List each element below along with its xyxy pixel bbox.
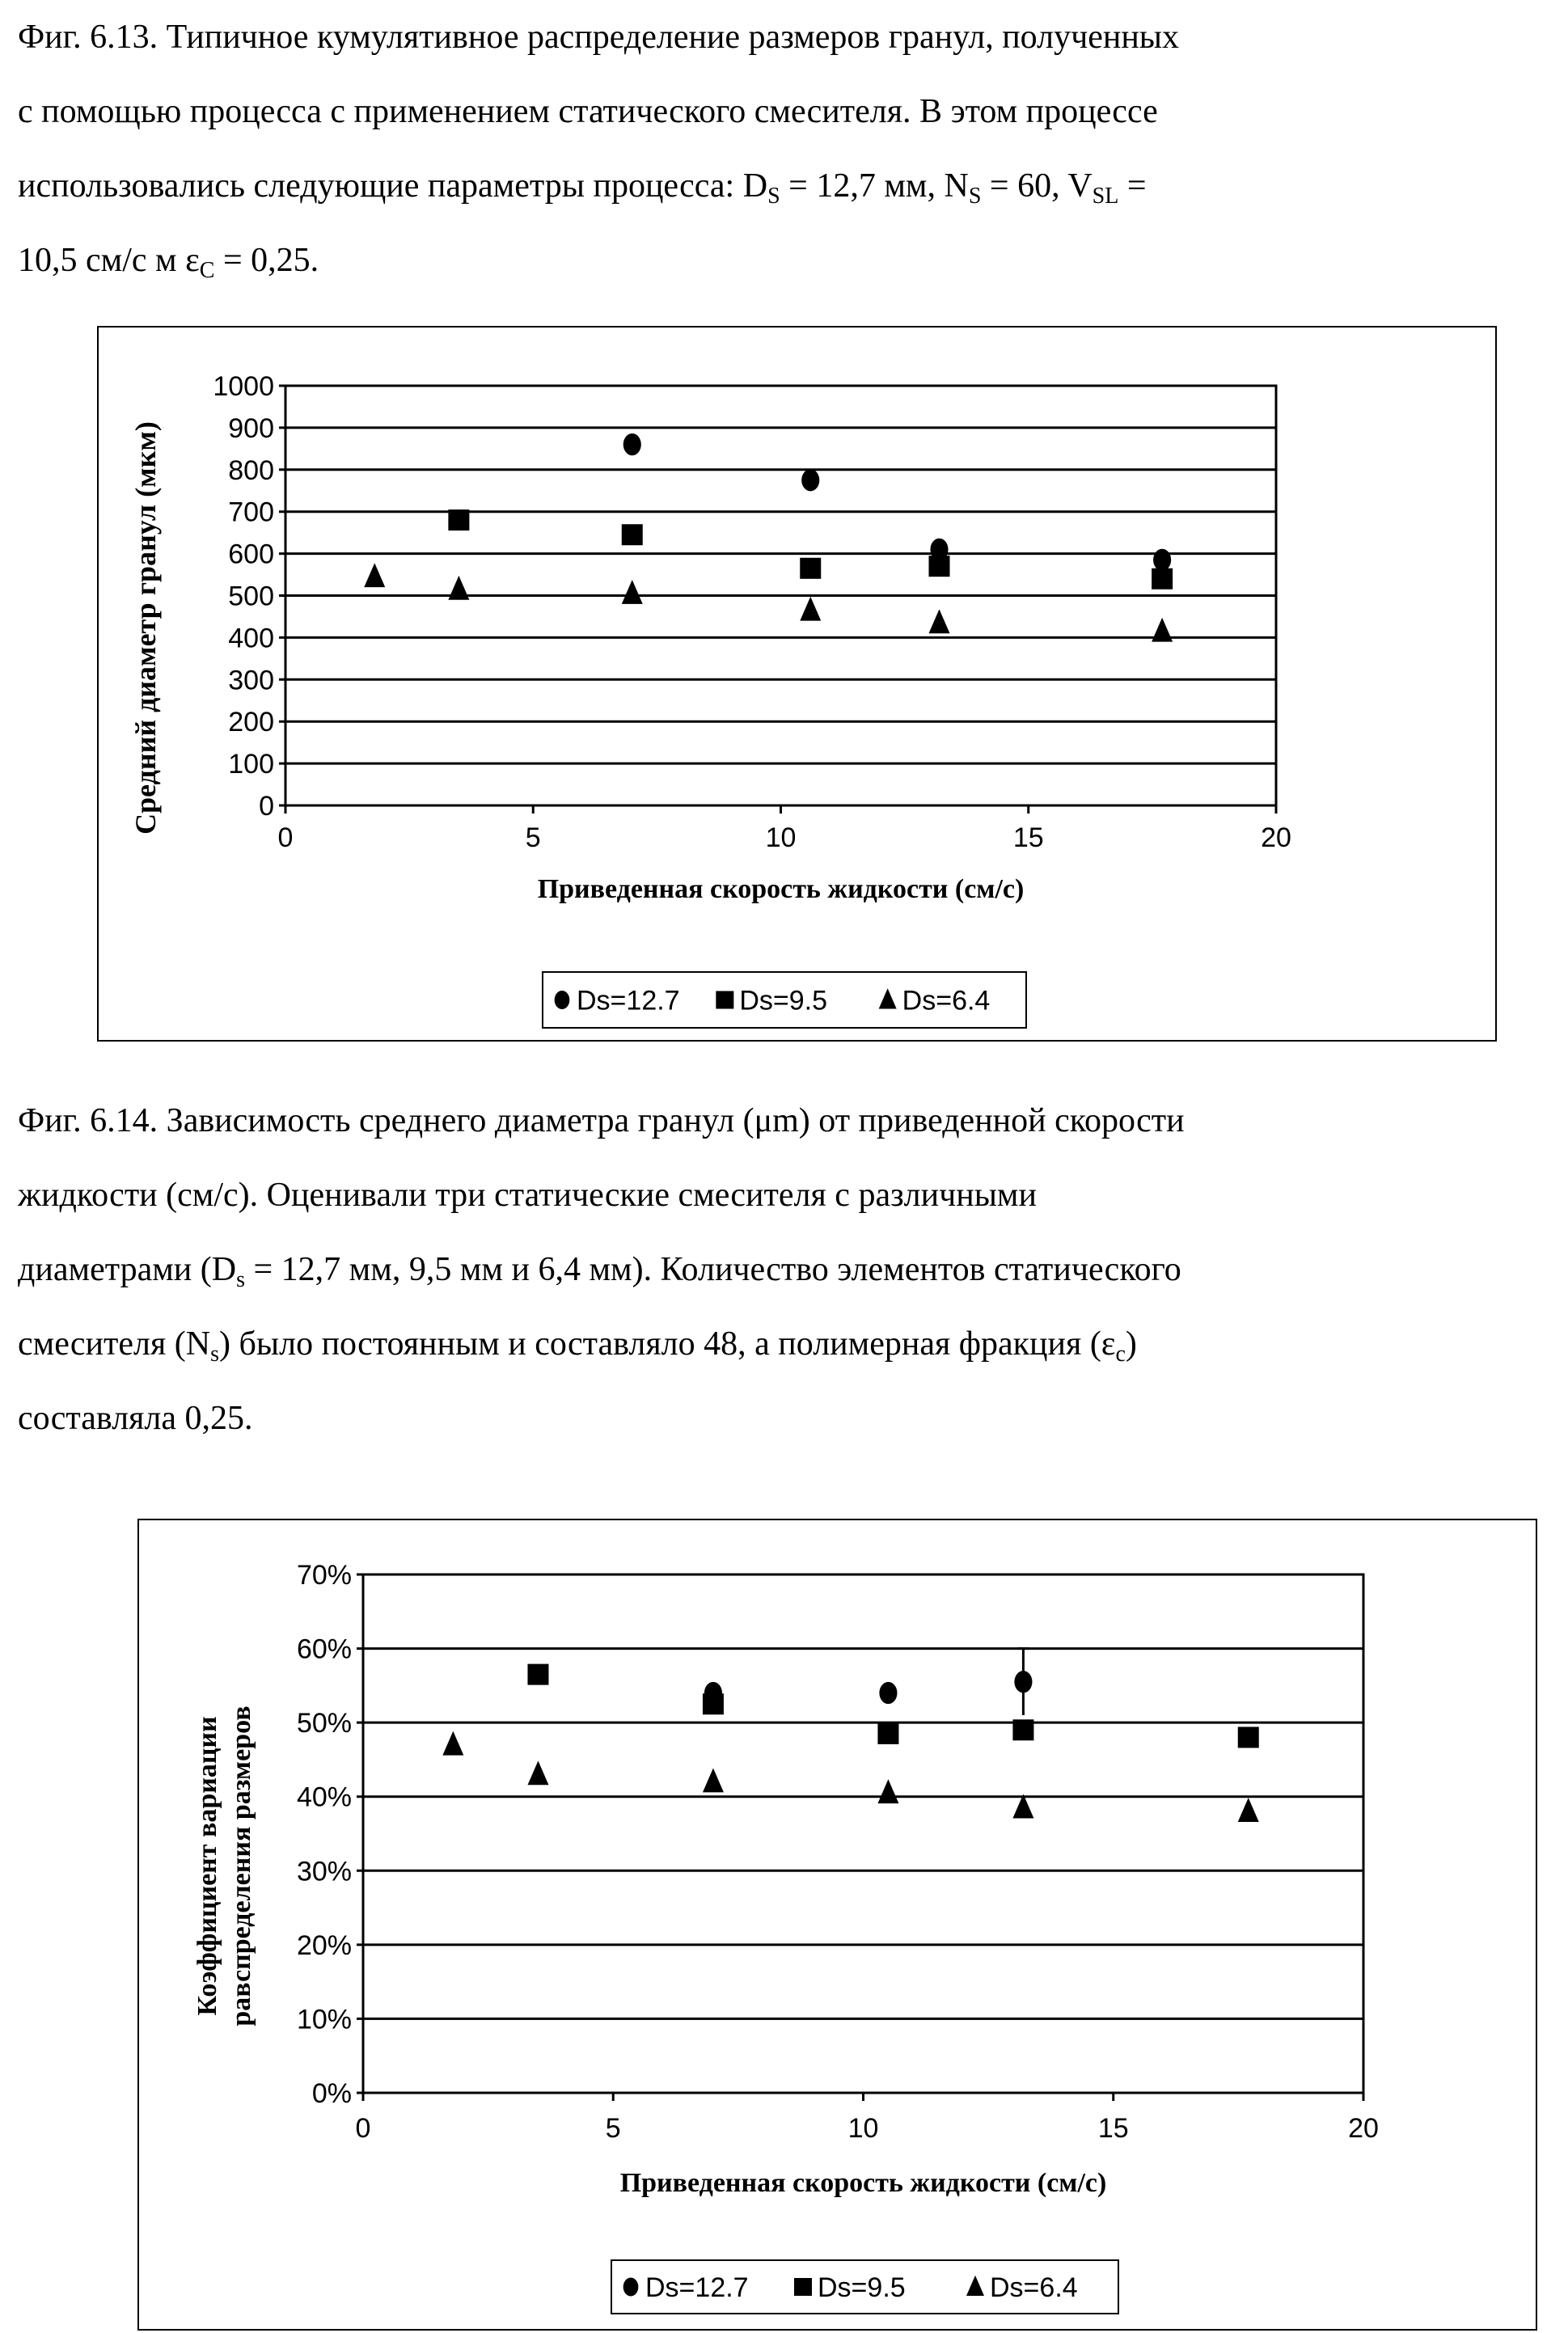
data-point-triangle xyxy=(1238,1798,1259,1822)
caption-line xyxy=(18,1084,1185,1158)
x-tick-label: 20 xyxy=(1261,822,1291,853)
legend-label: Ds=12.7 xyxy=(577,986,680,1016)
data-point-triangle xyxy=(442,1731,463,1756)
legend-circle-icon xyxy=(555,991,570,1009)
plot-area xyxy=(363,1574,1363,2093)
y-axis-label: Коэффициент вариации xyxy=(192,1716,222,2015)
y-tick-label: 300 xyxy=(228,665,274,695)
data-point-square xyxy=(703,1693,724,1714)
data-point-circle xyxy=(1153,549,1171,571)
data-point-triangle xyxy=(1152,618,1173,642)
caption-text: использовались следующие параметры процесса: D xyxy=(18,167,767,205)
data-point-triangle xyxy=(364,563,385,587)
data-point-triangle xyxy=(877,1779,898,1803)
caption-line xyxy=(18,149,1179,223)
caption-text: Фиг. 6.13. Типичное кумулятивное распределение размеров гранул, полученных xyxy=(18,19,1179,56)
caption-line xyxy=(18,1381,1185,1456)
caption-line xyxy=(18,223,1179,298)
caption-text: = 12,7 мм, N xyxy=(780,167,969,205)
subscript: C xyxy=(200,258,215,283)
x-tick-label: 5 xyxy=(606,2113,621,2144)
caption-fig-6-14 xyxy=(18,1084,1185,1456)
data-point-square xyxy=(1012,1719,1033,1740)
caption-line xyxy=(18,74,1179,149)
y-tick-label: 1000 xyxy=(213,371,274,402)
caption-text: = xyxy=(1118,167,1146,205)
x-tick-label: 10 xyxy=(766,822,797,853)
data-point-square xyxy=(800,558,821,579)
caption-line xyxy=(18,0,1179,74)
data-point-square xyxy=(1238,1727,1259,1748)
y-tick-label: 900 xyxy=(228,413,274,444)
subscript: s xyxy=(236,1267,245,1292)
chart-svg xyxy=(139,1520,1536,2329)
x-tick-label: 0 xyxy=(356,2113,371,2144)
caption-text: ) было постоянным и составляло 48, а полимерная фракция (ε xyxy=(219,1325,1115,1363)
caption-text: 10,5 см/с м ε xyxy=(18,242,200,279)
y-tick-label: 10% xyxy=(297,2004,352,2035)
data-point-triangle xyxy=(527,1760,548,1785)
legend-square-icon xyxy=(794,2278,812,2296)
caption-text: = 12,7 мм, 9,5 мм и 6,4 мм). Количество элементов статического xyxy=(245,1251,1181,1288)
caption-fig-6-13 xyxy=(18,0,1179,298)
x-tick-label: 15 xyxy=(1013,822,1044,853)
caption-text: смесителя (N xyxy=(18,1325,210,1363)
y-tick-label: 0% xyxy=(312,2078,352,2109)
data-point-triangle xyxy=(622,580,643,604)
x-tick-label: 15 xyxy=(1098,2113,1129,2144)
data-point-square xyxy=(448,509,469,530)
x-tick-label: 20 xyxy=(1348,2113,1379,2144)
legend-square-icon xyxy=(716,991,733,1009)
data-point-square xyxy=(929,556,950,577)
y-tick-label: 700 xyxy=(228,497,274,528)
y-tick-label: 200 xyxy=(228,707,274,738)
chart-fig-6-14 xyxy=(137,1519,1537,2331)
caption-text: ) xyxy=(1126,1325,1137,1363)
data-point-circle xyxy=(879,1682,897,1704)
data-point-circle xyxy=(623,433,641,455)
caption-text: составляла 0,25. xyxy=(18,1400,253,1437)
y-tick-label: 60% xyxy=(297,1634,352,1665)
y-axis-label: равспределения размеров xyxy=(226,1705,256,2026)
chart-fig-6-13 xyxy=(97,326,1497,1042)
y-tick-label: 500 xyxy=(228,581,274,612)
legend-label: Ds=6.4 xyxy=(902,986,991,1016)
subscript: c xyxy=(1115,1342,1125,1367)
data-point-triangle xyxy=(448,576,469,600)
y-tick-label: 0 xyxy=(259,791,274,822)
y-tick-label: 20% xyxy=(297,1930,352,1961)
data-point-circle xyxy=(801,469,819,491)
caption-line xyxy=(18,1307,1185,1381)
x-axis-label: Приведенная скорость жидкости (см/с) xyxy=(620,2168,1107,2198)
data-point-triangle xyxy=(703,1769,724,1793)
y-tick-label: 400 xyxy=(228,623,274,653)
legend-label: Ds=12.7 xyxy=(645,2272,749,2303)
x-axis-label: Приведенная скорость жидкости (см/с) xyxy=(538,874,1025,904)
y-tick-label: 30% xyxy=(297,1856,352,1887)
legend-label: Ds=9.5 xyxy=(739,986,827,1016)
data-point-square xyxy=(622,524,643,545)
data-point-square xyxy=(1152,568,1173,590)
caption-line xyxy=(18,1232,1185,1307)
y-tick-label: 800 xyxy=(228,455,274,486)
subscript: S xyxy=(969,184,982,209)
caption-text: = 0,25. xyxy=(214,242,319,279)
y-tick-label: 40% xyxy=(297,1782,352,1813)
caption-text: = 60, V xyxy=(981,167,1092,205)
x-tick-label: 10 xyxy=(848,2113,879,2144)
data-point-triangle xyxy=(800,597,821,621)
caption-text: диаметрами (D xyxy=(18,1251,236,1288)
caption-line xyxy=(18,1158,1185,1232)
y-tick-label: 100 xyxy=(228,749,274,780)
caption-text: Фиг. 6.14. Зависимость среднего диаметра гранул (μm) от приведенной скорости xyxy=(18,1102,1185,1139)
legend-label: Ds=6.4 xyxy=(990,2272,1078,2303)
data-point-square xyxy=(527,1664,548,1685)
x-tick-label: 5 xyxy=(526,822,541,853)
y-tick-label: 600 xyxy=(228,539,274,570)
caption-text: жидкости (см/с). Оценивали три статические смесителя с различными xyxy=(18,1177,1037,1214)
x-tick-label: 0 xyxy=(278,822,294,853)
caption-text: с помощью процесса с применением статического смесителя. В этом процессе xyxy=(18,93,1158,130)
data-point-square xyxy=(877,1723,898,1744)
data-point-triangle xyxy=(929,609,950,633)
subscript: SL xyxy=(1093,184,1119,209)
legend-label: Ds=9.5 xyxy=(818,2272,906,2303)
chart-svg xyxy=(99,328,1495,1040)
y-tick-label: 50% xyxy=(297,1708,352,1739)
subscript: S xyxy=(767,184,780,209)
y-axis-label: Средний диаметр гранул (мкм) xyxy=(129,421,162,835)
y-tick-label: 70% xyxy=(297,1560,352,1591)
legend-circle-icon xyxy=(623,2277,639,2296)
subscript: s xyxy=(210,1342,219,1367)
